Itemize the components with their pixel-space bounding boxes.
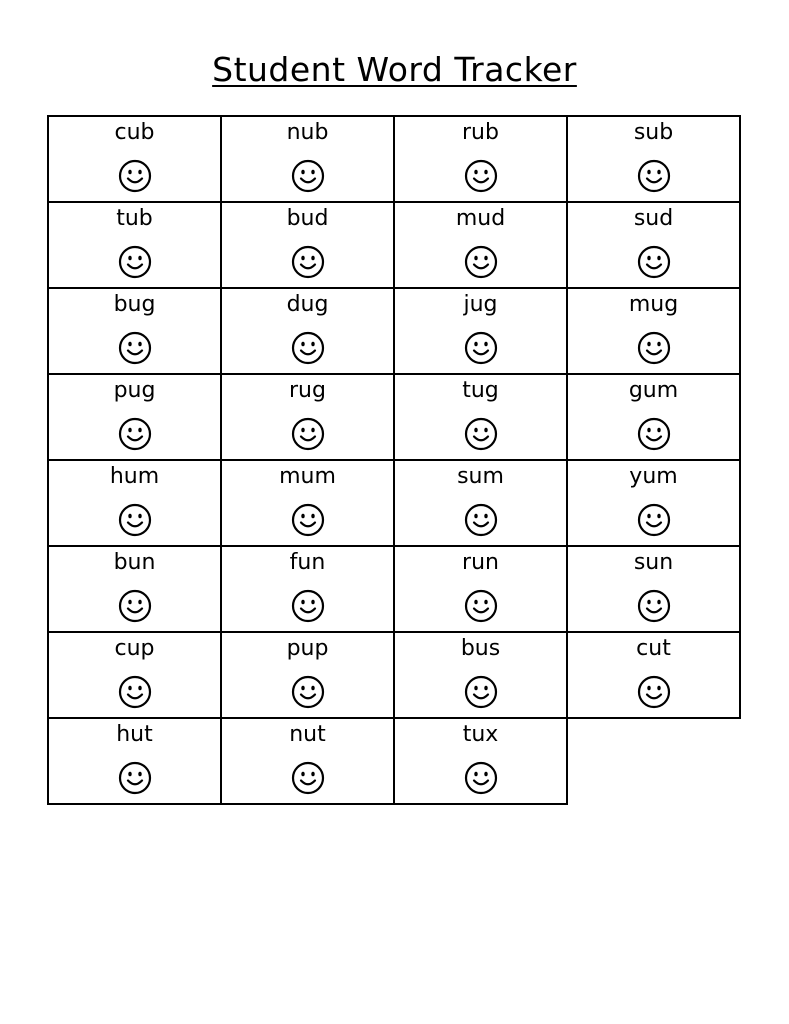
smiley-face-icon	[291, 675, 325, 709]
word-cell	[393, 201, 568, 289]
word-cell	[220, 545, 395, 633]
word-label: mud	[455, 206, 506, 231]
word-label: rub	[462, 120, 499, 145]
word-label: mum	[279, 464, 336, 489]
word-cell	[47, 201, 222, 289]
word-cell	[393, 115, 568, 203]
word-cell	[566, 373, 741, 461]
word-label: hut	[116, 722, 153, 747]
smiley-face-icon	[637, 675, 671, 709]
word-label: tub	[116, 206, 153, 231]
word-label: cub	[114, 120, 155, 145]
word-label: pup	[286, 636, 329, 661]
word-label: yum	[629, 464, 678, 489]
word-cell	[566, 287, 741, 375]
smiley-face-icon	[291, 159, 325, 193]
word-label: run	[462, 550, 499, 575]
smiley-face-icon	[118, 675, 152, 709]
word-cell	[220, 287, 395, 375]
word-cell	[566, 201, 741, 289]
word-label: bun	[113, 550, 156, 575]
smiley-face-icon	[118, 761, 152, 795]
page-title	[0, 50, 789, 90]
word-label: cup	[114, 636, 155, 661]
word-label: bus	[460, 636, 501, 661]
word-label: bud	[286, 206, 329, 231]
word-label: nut	[289, 722, 326, 747]
word-label: dug	[286, 292, 329, 317]
word-tracker-grid	[47, 115, 738, 801]
word-cell	[393, 545, 568, 633]
smiley-face-icon	[291, 589, 325, 623]
smiley-face-icon	[637, 417, 671, 451]
word-cell	[220, 201, 395, 289]
smiley-face-icon	[637, 331, 671, 365]
word-cell	[393, 717, 568, 805]
smiley-face-icon	[118, 245, 152, 279]
word-label: mug	[628, 292, 679, 317]
word-label: fun	[289, 550, 326, 575]
smiley-face-icon	[118, 159, 152, 193]
smiley-face-icon	[291, 331, 325, 365]
word-label: nub	[286, 120, 329, 145]
word-label: gum	[628, 378, 679, 403]
smiley-face-icon	[118, 503, 152, 537]
word-cell	[47, 631, 222, 719]
smiley-face-icon	[291, 503, 325, 537]
word-label: sun	[633, 550, 674, 575]
smiley-face-icon	[464, 159, 498, 193]
smiley-face-icon	[464, 417, 498, 451]
word-cell	[47, 373, 222, 461]
word-cell	[220, 373, 395, 461]
smiley-face-icon	[118, 417, 152, 451]
word-cell	[47, 545, 222, 633]
word-label: jug	[463, 292, 498, 317]
word-cell	[47, 717, 222, 805]
word-cell	[393, 459, 568, 547]
word-cell	[220, 717, 395, 805]
word-label: pug	[113, 378, 156, 403]
word-label: hum	[109, 464, 160, 489]
word-cell	[566, 545, 741, 633]
smiley-face-icon	[637, 503, 671, 537]
smiley-face-icon	[464, 675, 498, 709]
word-label: sum	[457, 464, 504, 489]
word-cell	[47, 287, 222, 375]
smiley-face-icon	[637, 159, 671, 193]
word-cell	[566, 631, 741, 719]
word-label: sud	[633, 206, 674, 231]
word-label: bug	[113, 292, 156, 317]
smiley-face-icon	[464, 331, 498, 365]
smiley-face-icon	[637, 589, 671, 623]
word-cell	[47, 115, 222, 203]
word-label: cut	[636, 636, 671, 661]
word-cell	[566, 459, 741, 547]
word-cell	[220, 631, 395, 719]
word-label: rug	[289, 378, 326, 403]
smiley-face-icon	[291, 245, 325, 279]
word-label: tux	[462, 722, 499, 747]
word-cell	[566, 115, 741, 203]
word-label: tug	[462, 378, 499, 403]
smiley-face-icon	[118, 589, 152, 623]
word-cell	[393, 373, 568, 461]
smiley-face-icon	[464, 503, 498, 537]
smiley-face-icon	[464, 761, 498, 795]
word-label: sub	[633, 120, 674, 145]
smiley-face-icon	[464, 589, 498, 623]
smiley-face-icon	[291, 417, 325, 451]
word-cell	[393, 631, 568, 719]
word-cell	[393, 287, 568, 375]
word-cell	[47, 459, 222, 547]
smiley-face-icon	[464, 245, 498, 279]
word-cell	[220, 459, 395, 547]
smiley-face-icon	[291, 761, 325, 795]
page-title-text: Student Word Tracker	[212, 50, 577, 89]
smiley-face-icon	[118, 331, 152, 365]
smiley-face-icon	[637, 245, 671, 279]
word-cell	[220, 115, 395, 203]
